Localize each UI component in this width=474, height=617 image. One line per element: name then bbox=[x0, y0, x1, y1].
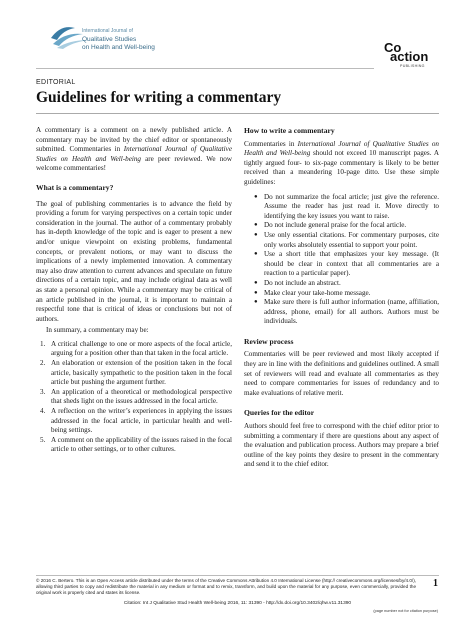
list-item bbox=[36, 436, 232, 455]
intro-text-a: A commentary is a comment on a newly published article. A commentary may be invited by the chief editor or spontaneously submitted. Commentaries in bbox=[36, 126, 232, 154]
bullet-item bbox=[244, 289, 439, 299]
list-number: 3. bbox=[40, 387, 46, 396]
how-text-b: should not exceed 10 manuscript pages. A tightly argued four- to six-page commentary is likely to be better received than a meandering 10-page ditto. Use these simple guidelines: bbox=[244, 149, 439, 186]
summary-line: In summary, a commentary may be: bbox=[46, 326, 149, 335]
footer-divider bbox=[36, 575, 439, 576]
bullet-text: Do not summarize the focal article; just give the reference. Assume the reader has just read it. Move directly to identifying the key issues you want to raise. bbox=[264, 192, 439, 220]
bullet-text: Use a short title that emphasizes your key message. (It should be clear in context that all commentaries are a reaction to a particular paper). bbox=[264, 250, 439, 278]
queries-paragraph: Authors should feel free to correspond with the chief editor prior to submitting a commentary if there are questions about any aspect of the evaluation and publication process. Authors may prepare a brief outline of the key points they desire to present in the commentary and send it to the chief editor. bbox=[244, 422, 439, 469]
what-paragraph: The goal of publishing commentaries is to advance the field by providing a forum for varying perspectives on a certain topic under consideration in the journal. The author of a commentary probably has in-depth knowledge of the topic and is eager to present a new and/or unique viewpoint on existing problems, fundamental concepts, or prevalent notions, or may want to discuss the implications of a newly implemented innovation. A commentary may also draw attention to current advances and speculate on future directions of a certain topic, and may include original data as well as state a personal opinion. While a commentary may be critical of an article published in the journal, it is important to maintain a respectful tone that is critical of ideas or conclusions but not of authors. bbox=[36, 199, 232, 323]
intro-journal-name: International Journal of Qualitative Studies on Health and Well-being bbox=[36, 145, 232, 163]
publisher-logo-action: action bbox=[390, 49, 429, 64]
how-journal-name: International Journal of Qualitative Studies on Health and Well-being bbox=[244, 139, 439, 158]
section-label: EDITORIAL bbox=[36, 79, 76, 86]
how-text-a: Commentaries in bbox=[244, 139, 298, 148]
heading-review: Review process bbox=[244, 336, 294, 346]
list-number: 4. bbox=[40, 407, 46, 416]
journal-name bbox=[82, 27, 155, 53]
bullet-item bbox=[244, 250, 439, 279]
citation-line: Citation: Int J Qualitative Stud Health Well-being 2016, 11: 31390 - http://dx.doi.org/10.3402/qhw.v11.31390 bbox=[123, 601, 352, 606]
list-text: An application of a theoretical or methodological perspective that sheds light on the issues addressed in the focal article. bbox=[51, 387, 232, 406]
journal-name-line1: International Journal of bbox=[82, 28, 133, 34]
left-column bbox=[36, 126, 232, 455]
list-text: A critical challenge to one or more aspects of the focal article, arguing for a position other than that taken in the focal article. bbox=[51, 339, 232, 358]
heading-what-is: What is a commentary? bbox=[36, 182, 114, 192]
list-text: A reflection on the writer’s experiences in applying the issues addressed in the focal article, in particular health and well-being settings. bbox=[51, 407, 232, 435]
bullet-text: Do not include an abstract. bbox=[264, 278, 341, 287]
heading-queries: Queries for the editor bbox=[244, 408, 315, 418]
list-item bbox=[36, 340, 232, 359]
intro-text-b: are peer reviewed. We now welcome commentaries! bbox=[36, 154, 232, 173]
bullet-icon: ● bbox=[254, 289, 258, 296]
bullet-icon: ● bbox=[254, 193, 258, 200]
commentary-types-list bbox=[36, 340, 232, 455]
guidelines-list bbox=[244, 193, 439, 327]
list-text: An elaboration or extension of the position taken in the focal article, basically sympathetic to the position taken in the focal article but pushing the argument further. bbox=[51, 359, 232, 387]
bullet-icon: ● bbox=[254, 299, 258, 306]
header-divider bbox=[36, 68, 374, 69]
bullet-icon: ● bbox=[254, 279, 258, 286]
list-item bbox=[36, 407, 232, 436]
journal-name-line2: Qualitative Studies bbox=[82, 35, 137, 43]
bullet-icon: ● bbox=[254, 231, 258, 238]
bullet-item bbox=[244, 298, 439, 327]
bullet-item bbox=[244, 279, 439, 289]
publisher-logo bbox=[384, 42, 438, 72]
journal-name-line3: on Health and Well-being bbox=[82, 44, 155, 51]
list-number: 1. bbox=[40, 339, 46, 348]
right-column bbox=[244, 126, 439, 470]
publisher-logo-co: Co bbox=[384, 40, 402, 55]
page-number: 1 bbox=[433, 578, 438, 589]
heading-how-to: How to write a commentary bbox=[244, 126, 335, 135]
bullet-item bbox=[244, 231, 439, 250]
bullet-item bbox=[244, 193, 439, 222]
publisher-logo-sub: PUBLISHING bbox=[400, 64, 425, 68]
bullet-text: Make sure there is full author information (name, affiliation, address, phone, email) for all authors. Authors must be individuals. bbox=[264, 298, 439, 326]
intro-paragraph bbox=[36, 126, 232, 174]
bullet-text: Make clear your take-home message. bbox=[264, 288, 371, 297]
bullet-text: Do not include general praise for the focal article. bbox=[264, 221, 407, 230]
review-paragraph: Commentaries will be peer reviewed and most likely accepted if they are in line with the definitions and guidelines outlined. A small set of reviewers will read and evaluate all commentaries as they need to compare commentaries for issues of redundancy and to make evaluations of relative merit. bbox=[244, 350, 439, 397]
list-item bbox=[36, 359, 232, 388]
bullet-icon: ● bbox=[254, 222, 258, 229]
list-number: 5. bbox=[40, 435, 46, 444]
list-number: 2. bbox=[40, 359, 46, 368]
bullet-item bbox=[244, 221, 439, 231]
bullet-text: Use only essential citations. For commentary purposes, cite only works absolutely essential to support your point. bbox=[264, 230, 439, 249]
list-text: A comment on the applicability of the issues raised in the focal article to other settings, or to other cultures. bbox=[51, 435, 232, 454]
bullet-icon: ● bbox=[254, 251, 258, 258]
page-number-note: (page number not for citation purpose) bbox=[373, 609, 438, 613]
how-paragraph bbox=[244, 140, 439, 188]
article-title: Guidelines for writing a commentary bbox=[36, 89, 282, 106]
title-divider bbox=[36, 113, 439, 114]
list-item bbox=[36, 388, 232, 407]
license-text: © 2016 C. Bertero. This is an Open Access article distributed under the terms of the Creative Commons Attribution 4.0 International License (http:// creativecommons.org/licenses/by/4.0/), allowing third parties to copy and redistribute the material in any medium or format and to remix, transform, and build upon the material for any purpose, even commercially, provided the original work is properly cited and states its license. bbox=[36, 578, 416, 596]
